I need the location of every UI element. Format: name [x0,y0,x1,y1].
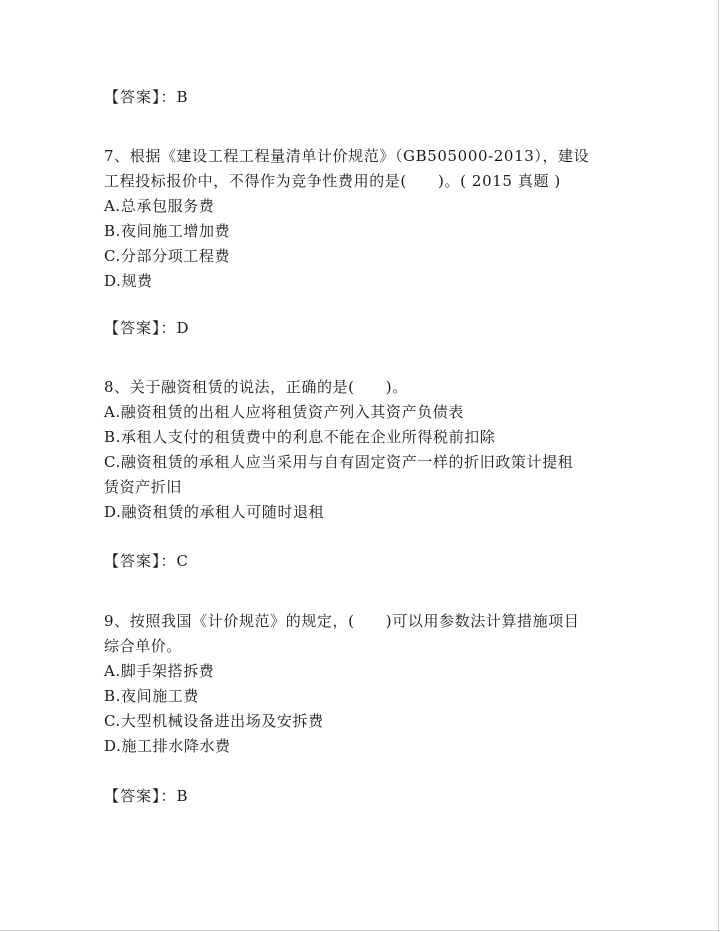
question-9-line-1: 9、按照我国《计价规范》的规定，( )可以用参数法计算措施项目 [104,612,580,630]
answer-line: 【答案】：D [104,319,190,337]
option-c-continued: 赁资产折旧 [104,478,183,496]
answer-line: 【答案】：B [104,88,189,106]
option-c: C.大型机械设备进出场及安拆费 [104,712,324,730]
option-a: A.总承包服务费 [104,197,215,215]
answer-line: 【答案】：B [104,787,189,805]
option-b: B.夜间施工费 [104,687,199,705]
question-7-line-2: 工程投标报价中，不得作为竞争性费用的是( )。( 2015 真题 ) [104,172,561,190]
option-a: A.脚手架搭拆费 [104,662,215,680]
option-d: D.规费 [104,272,153,290]
option-b: B.承租人支付的租赁费中的利息不能在企业所得税前扣除 [104,428,496,446]
option-a: A.融资租赁的出租人应将租赁资产列入其资产负债表 [104,403,465,421]
page-border-bottom [0,930,720,931]
answer-line: 【答案】：C [104,552,189,570]
question-9-line-2: 综合单价。 [104,637,183,655]
question-8-line-1: 8、关于融资租赁的说法，正确的是( )。 [104,378,408,396]
page-border-right [718,0,719,932]
option-b: B.夜间施工增加费 [104,222,231,240]
option-c: C.分部分项工程费 [104,247,231,265]
option-d: D.施工排水降水费 [104,737,231,755]
option-d: D.融资租赁的承租人可随时退租 [104,503,325,521]
option-c: C.融资租赁的承租人应当采用与自有固定资产一样的折旧政策计提租 [104,453,574,471]
question-7-line-1: 7、根据《建设工程工程量清单计价规范》（GB505000-2013），建设 [104,147,590,165]
